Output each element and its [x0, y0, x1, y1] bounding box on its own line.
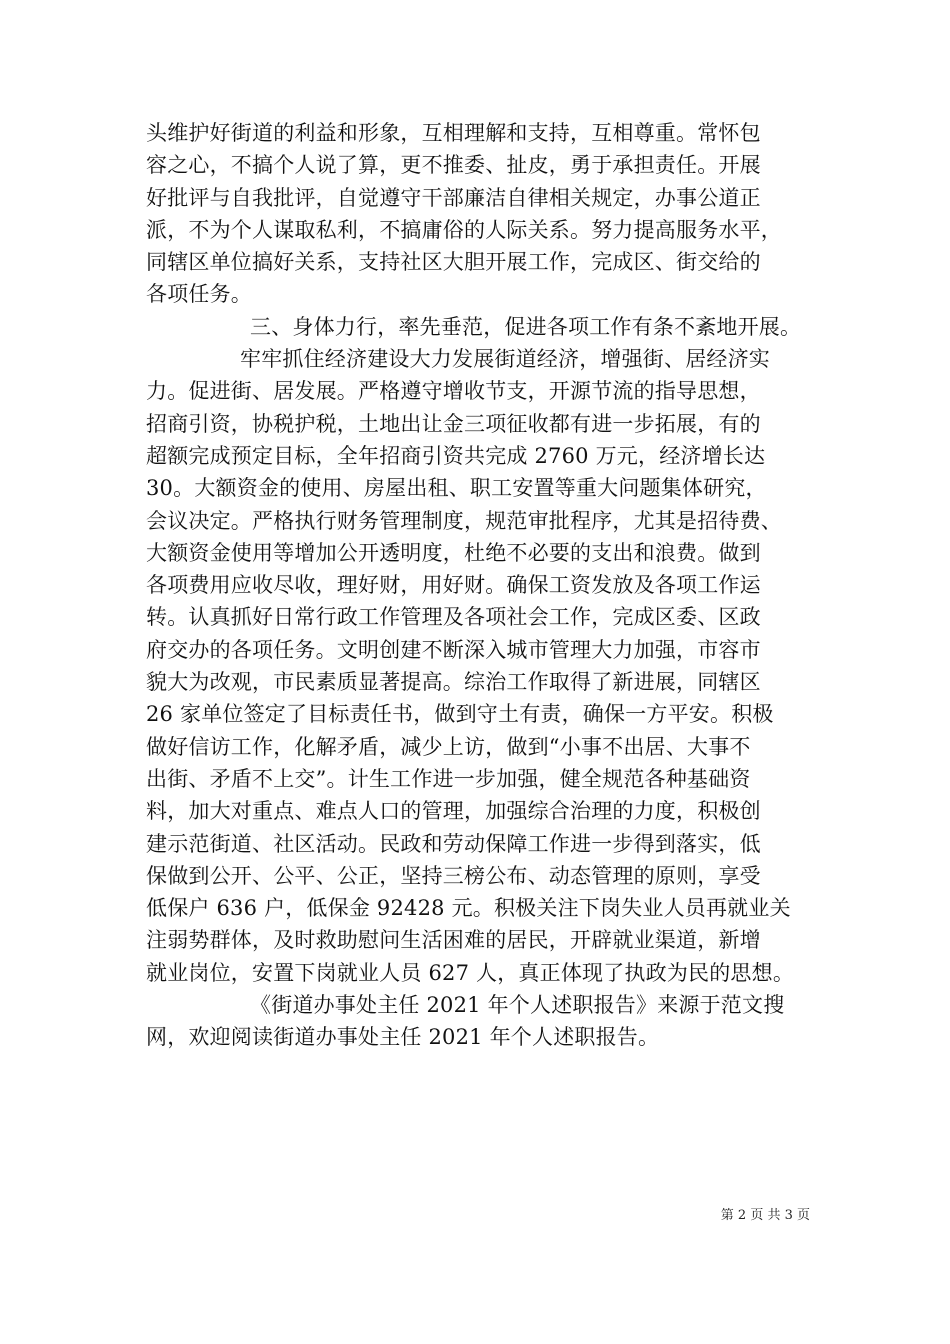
paragraph-line: 注弱势群体，及时救助慰问生活困难的居民，开辟就业渠道，新增 — [146, 928, 761, 953]
body-line: 各项任务。 — [146, 282, 252, 307]
paragraph-line: 26 家单位签定了目标责任书，做到守土有责，确保一方平安。积极 — [146, 702, 774, 727]
paragraph-line: 会议决定。严格执行财务管理制度，规范审批程序，尤其是招待费、 — [146, 508, 782, 533]
closing-line: 《街道办事处主任 2021 年个人述职报告》来源于范文搜 — [250, 993, 785, 1018]
paragraph-line: 建示范街道、社区活动。民政和劳动保障工作进一步得到落实，低 — [146, 831, 761, 856]
paragraph-line: 出街、矛盾不上交”。计生工作进一步加强，健全规范各种基础资 — [146, 766, 751, 791]
body-line: 同辖区单位搞好关系，支持社区大胆开展工作，完成区、街交给的 — [146, 250, 761, 275]
paragraph-line: 保做到公开、公平、公正，坚持三榜公布、动态管理的原则，享受 — [146, 863, 761, 888]
paragraph-line: 力。促进街、居发展。严格遵守增收节支，开源节流的指导思想， — [146, 379, 761, 404]
paragraph-line: 大额资金使用等增加公开透明度，杜绝不必要的支出和浪费。做到 — [146, 540, 761, 565]
paragraph-line: 招商引资，协税护税，土地出让金三项征收都有进一步拓展，有的 — [146, 411, 761, 436]
paragraph-line: 低保户 636 户，低保金 92428 元。积极关注下岗失业人员再就业关 — [146, 896, 791, 921]
paragraph-line: 30。大额资金的使用、房屋出租、职工安置等重大问题集体研究， — [146, 476, 767, 501]
paragraph-line: 牢牢抓住经济建设大力发展街道经济，增强街、居经济实 — [240, 347, 770, 372]
body-line: 好批评与自我批评，自觉遵守干部廉洁自律相关规定，办事公道正 — [146, 185, 761, 210]
body-line: 容之心，不搞个人说了算，更不推委、扯皮，勇于承担责任。开展 — [146, 153, 761, 178]
page-indicator: 第 2 页 共 3 页 — [720, 1208, 810, 1223]
section-heading: 三、身体力行，率先垂范，促进各项工作有条不紊地开展。 — [250, 314, 802, 339]
paragraph-line: 貌大为改观，市民素质显著提高。综治工作取得了新进展，同辖区 — [146, 670, 761, 695]
paragraph-line: 转。认真抓好日常行政工作管理及各项社会工作，完成区委、区政 — [146, 605, 761, 630]
body-line: 头维护好街道的利益和形象，互相理解和支持，互相尊重。常怀包 — [146, 121, 761, 145]
paragraph-line: 超额完成预定目标，全年招商引资共完成 2760 万元，经济增长达 — [146, 443, 766, 468]
body-line: 派，不为个人谋取私利，不搞庸俗的人际关系。努力提高服务水平， — [146, 217, 782, 242]
paragraph-line: 做好信访工作，化解矛盾，减少上访，做到“小事不出居、大事不 — [146, 734, 751, 759]
paragraph-line: 料，加大对重点、难点人口的管理，加强综合治理的力度，积极创 — [146, 799, 761, 824]
closing-line: 网，欢迎阅读街道办事处主任 2021 年个人述职报告。 — [146, 1025, 660, 1050]
paragraph-line: 就业岗位，安置下岗就业人员 627 人，真正体现了执政为民的思想。 — [146, 960, 795, 985]
document-body — [146, 117, 816, 1054]
paragraph-line: 各项费用应收尽收，理好财，用好财。确保工资发放及各项工作运 — [146, 573, 761, 598]
paragraph-line: 府交办的各项任务。文明创建不断深入城市管理大力加强，市容市 — [146, 637, 761, 662]
